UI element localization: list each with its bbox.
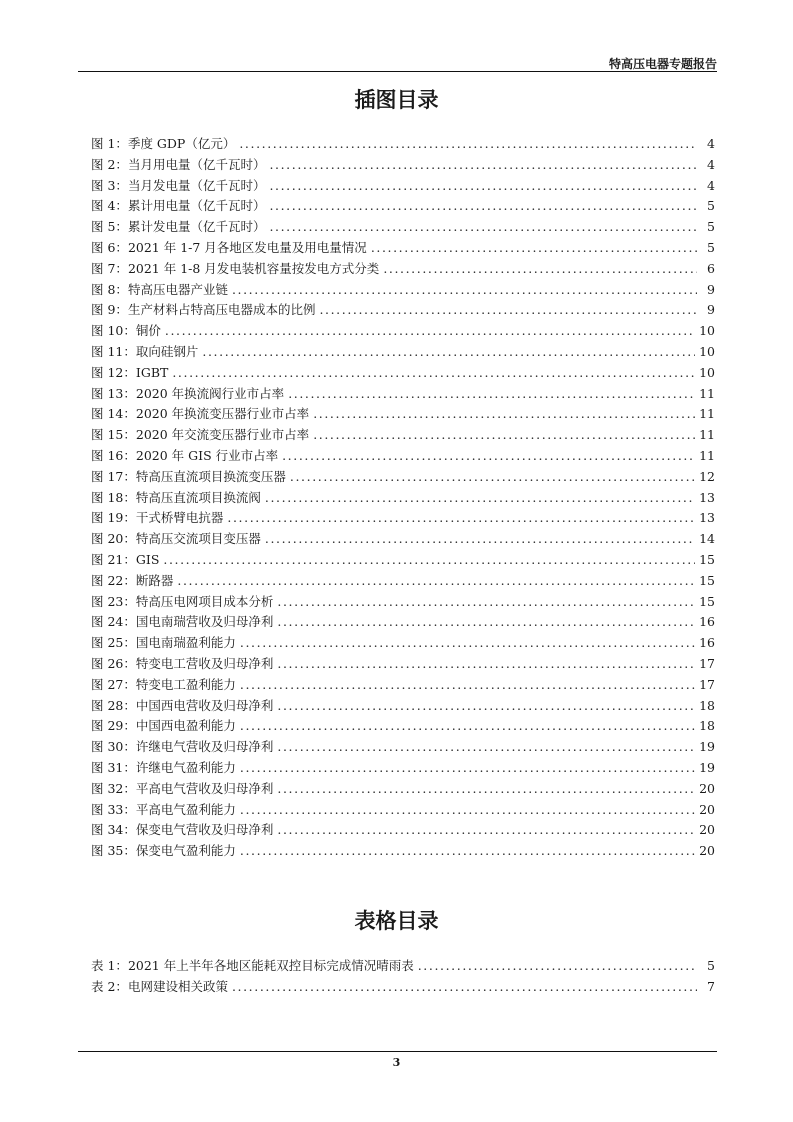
figure-entry-number: 图 2： xyxy=(91,156,128,172)
figure-entry-page: 10 xyxy=(699,343,715,359)
figure-entry-number: 图 19： xyxy=(91,510,136,526)
figure-entry-page: 9 xyxy=(707,302,715,318)
figure-entry[interactable] xyxy=(91,134,715,155)
figure-entry[interactable] xyxy=(91,654,715,675)
figure-entry-page: 13 xyxy=(699,489,715,505)
figure-entry-label: 2020 年 GIS 行业市占率 xyxy=(135,447,279,463)
figure-entry[interactable] xyxy=(91,342,715,363)
figure-entry-label: 2021 年 1-8 月发电装机容量按发电方式分类 xyxy=(127,260,380,276)
figure-entry-label: 生产材料占特高压电器成本的比例 xyxy=(127,302,316,318)
figure-entry-number: 图 23： xyxy=(91,593,136,609)
figure-entry[interactable] xyxy=(91,155,715,176)
figure-entry[interactable] xyxy=(91,800,715,821)
dot-leader xyxy=(232,280,697,301)
figure-entry-number: 图 24： xyxy=(91,614,136,630)
figure-entry[interactable] xyxy=(91,467,715,488)
figure-entry-page: 13 xyxy=(699,510,715,526)
figure-entry-number: 图 32： xyxy=(91,780,136,796)
figure-entry-label: 干式桥臂电抗器 xyxy=(135,510,224,526)
dot-leader xyxy=(319,300,697,321)
dot-leader xyxy=(290,467,695,488)
figure-entry-label: 2020 年交流变压器行业市占率 xyxy=(135,427,310,443)
figure-entry-label: 2020 年换流变压器行业市占率 xyxy=(135,406,310,422)
figure-entry-number: 图 14： xyxy=(91,406,136,422)
figure-entry[interactable] xyxy=(91,176,715,197)
table-list-title: 表格目录 xyxy=(354,909,439,933)
figure-entry[interactable] xyxy=(91,841,715,862)
dot-leader xyxy=(240,758,695,779)
figure-entry-page: 5 xyxy=(707,198,715,214)
table-list xyxy=(91,956,715,998)
figure-entry[interactable] xyxy=(91,550,715,571)
figure-entry-page: 5 xyxy=(707,239,715,255)
figure-entry-label: 保变电气盈利能力 xyxy=(135,843,236,859)
figure-entry-number: 图 34： xyxy=(91,822,136,838)
dot-leader xyxy=(277,737,695,758)
figure-entry-number: 图 27： xyxy=(91,676,136,692)
page-number: 3 xyxy=(392,1056,401,1069)
figure-entry-page: 19 xyxy=(699,759,715,775)
figure-entry-page: 15 xyxy=(699,572,715,588)
figure-entry-number: 图 8： xyxy=(91,281,128,297)
figure-entry-page: 11 xyxy=(699,447,715,463)
figure-entry-number: 图 28： xyxy=(91,697,136,713)
header-divider xyxy=(78,71,717,72)
figure-entry-number: 图 6： xyxy=(91,239,128,255)
dot-leader xyxy=(265,529,695,550)
dot-leader xyxy=(240,633,695,654)
figure-entry-number: 图 22： xyxy=(91,572,136,588)
figure-entry-number: 图 5： xyxy=(91,219,128,235)
figure-entry-number: 图 1： xyxy=(91,136,128,151)
dot-leader xyxy=(269,196,697,217)
figure-entry-label: IGBT xyxy=(135,364,169,380)
figure-entry-number: 图 3： xyxy=(91,177,128,193)
figure-entry-number: 图 7： xyxy=(91,260,128,276)
figure-entry-number: 图 16： xyxy=(91,447,136,463)
figure-entry[interactable] xyxy=(91,259,715,280)
figure-entry-label: 特高压电器产业链 xyxy=(127,281,228,297)
figure-entry-number: 图 4： xyxy=(91,198,128,214)
figure-entry-label: 平高电气营收及归母净利 xyxy=(135,780,274,796)
report-header-title: 特高压电器专题报告 xyxy=(608,57,717,71)
figure-entry-page: 16 xyxy=(699,614,715,630)
figure-entry[interactable] xyxy=(91,592,715,613)
figure-entry-page: 10 xyxy=(699,364,715,380)
figure-entry[interactable] xyxy=(91,675,715,696)
dot-leader xyxy=(163,550,695,571)
dot-leader xyxy=(240,716,695,737)
figure-entry-number: 图 35： xyxy=(91,843,136,859)
figure-entry-label: 当月用电量（亿千瓦时） xyxy=(127,156,266,172)
dot-leader xyxy=(371,238,697,259)
figure-entry[interactable] xyxy=(91,716,715,737)
figure-entry[interactable] xyxy=(91,404,715,425)
figure-entry-label: 特高压直流项目换流阀 xyxy=(135,489,261,505)
dot-leader xyxy=(383,259,697,280)
table-entry[interactable] xyxy=(91,956,715,977)
figure-entry-number: 图 15： xyxy=(91,427,136,443)
figure-entry[interactable] xyxy=(91,758,715,779)
figure-entry-page: 5 xyxy=(707,219,715,235)
figure-entry-number: 图 25： xyxy=(91,635,136,651)
dot-leader xyxy=(172,363,695,384)
dot-leader xyxy=(277,820,695,841)
figure-entry[interactable] xyxy=(91,217,715,238)
figure-entry-page: 18 xyxy=(699,718,715,734)
figure-entry-label: 铜价 xyxy=(135,323,161,339)
dot-leader xyxy=(277,654,695,675)
dot-leader xyxy=(240,800,695,821)
figure-entry-page: 15 xyxy=(699,593,715,609)
footer-divider xyxy=(78,1051,717,1052)
dot-leader xyxy=(277,612,695,633)
figure-entry-label: 许继电气营收及归母净利 xyxy=(135,739,274,755)
figure-entry[interactable] xyxy=(91,300,715,321)
figure-entry-page: 11 xyxy=(699,385,715,401)
figure-entry-page: 19 xyxy=(699,739,715,755)
figure-entry-label: 特高压直流项目换流变压器 xyxy=(135,468,286,484)
figure-entry[interactable] xyxy=(91,321,715,342)
table-entry-number: 表 1： xyxy=(91,958,128,973)
dot-leader xyxy=(239,134,697,155)
figure-entry-number: 图 26： xyxy=(91,655,136,671)
table-entry-label: 电网建设相关政策 xyxy=(127,978,228,994)
dot-leader xyxy=(232,977,697,998)
figure-entry-page: 4 xyxy=(707,156,715,172)
figure-entry-label: 断路器 xyxy=(135,572,174,588)
figure-entry[interactable] xyxy=(91,425,715,446)
figure-entry-label: 许继电气盈利能力 xyxy=(135,759,236,775)
figure-entry-label: 特变电工营收及归母净利 xyxy=(135,655,274,671)
figure-entry-number: 图 12： xyxy=(91,364,136,380)
dot-leader xyxy=(288,384,695,405)
figure-entry-number: 图 18： xyxy=(91,489,136,505)
figure-entry-number: 图 31： xyxy=(91,759,136,775)
dot-leader xyxy=(227,508,695,529)
figure-entry-page: 4 xyxy=(707,177,715,193)
figure-entry-page: 12 xyxy=(699,468,715,484)
table-entry-label: 2021 年上半年各地区能耗双控目标完成情况晴雨表 xyxy=(127,958,414,973)
figure-entry[interactable] xyxy=(91,446,715,467)
figure-entry[interactable] xyxy=(91,280,715,301)
figure-entry-label: 保变电气营收及归母净利 xyxy=(135,822,274,838)
table-entry[interactable] xyxy=(91,977,715,998)
figure-entry-page: 16 xyxy=(699,635,715,651)
figure-entry[interactable] xyxy=(91,384,715,405)
figure-entry-label: 中国西电盈利能力 xyxy=(135,718,236,734)
figure-list xyxy=(91,134,715,862)
figure-entry-number: 图 9： xyxy=(91,302,128,318)
figure-entry-label: 2020 年换流阀行业市占率 xyxy=(135,385,285,401)
figure-entry-page: 20 xyxy=(699,822,715,838)
figure-entry-page: 17 xyxy=(699,676,715,692)
dot-leader xyxy=(202,342,695,363)
figure-entry[interactable] xyxy=(91,196,715,217)
figure-entry-page: 15 xyxy=(699,551,715,567)
figure-entry-page: 9 xyxy=(707,281,715,297)
figure-entry[interactable] xyxy=(91,820,715,841)
figure-entry-number: 图 33： xyxy=(91,801,136,817)
figure-entry-label: 国电南瑞盈利能力 xyxy=(135,635,236,651)
figure-entry-label: 累计发电量（亿千瓦时） xyxy=(127,219,266,235)
figure-entry-label: 中国西电营收及归母净利 xyxy=(135,697,274,713)
dot-leader xyxy=(269,155,697,176)
dot-leader xyxy=(269,217,697,238)
figure-entry[interactable] xyxy=(91,529,715,550)
figure-entry-page: 6 xyxy=(707,260,715,276)
figure-entry-page: 18 xyxy=(699,697,715,713)
figure-entry[interactable] xyxy=(91,779,715,800)
figure-entry-label: 平高电气盈利能力 xyxy=(135,801,236,817)
dot-leader xyxy=(177,571,695,592)
figure-entry-label: 季度 GDP（亿元） xyxy=(127,136,236,151)
figure-entry-label: 特变电工盈利能力 xyxy=(135,676,236,692)
figure-entry-number: 图 13： xyxy=(91,385,136,401)
figure-entry-label: 2021 年 1-7 月各地区发电量及用电量情况 xyxy=(127,239,367,255)
figure-entry[interactable] xyxy=(91,488,715,509)
figure-entry-label: 累计用电量（亿千瓦时） xyxy=(127,198,266,214)
figure-entry-number: 图 17： xyxy=(91,468,136,484)
figure-entry-page: 17 xyxy=(699,655,715,671)
dot-leader xyxy=(313,425,695,446)
figure-entry-page: 11 xyxy=(699,406,715,422)
dot-leader xyxy=(282,446,695,467)
figure-entry-label: 特高压电网项目成本分析 xyxy=(135,593,274,609)
dot-leader xyxy=(165,321,695,342)
figure-entry[interactable] xyxy=(91,737,715,758)
figure-entry-number: 图 20： xyxy=(91,531,136,547)
figure-entry-page: 4 xyxy=(707,136,715,151)
figure-entry[interactable] xyxy=(91,363,715,384)
dot-leader xyxy=(313,404,695,425)
dot-leader xyxy=(277,696,695,717)
figure-entry-number: 图 10： xyxy=(91,323,136,339)
figure-entry[interactable] xyxy=(91,508,715,529)
figure-entry[interactable] xyxy=(91,696,715,717)
figure-entry-label: 当月发电量（亿千瓦时） xyxy=(127,177,266,193)
figure-entry-page: 11 xyxy=(699,427,715,443)
figure-entry-number: 图 29： xyxy=(91,718,136,734)
figure-entry[interactable] xyxy=(91,612,715,633)
figure-entry-label: GIS xyxy=(135,551,160,567)
dot-leader xyxy=(418,956,697,977)
dot-leader xyxy=(240,675,695,696)
figure-entry[interactable] xyxy=(91,633,715,654)
dot-leader xyxy=(240,841,695,862)
figure-entry-page: 20 xyxy=(699,801,715,817)
dot-leader xyxy=(277,779,695,800)
figure-list-title: 插图目录 xyxy=(354,88,439,112)
figure-entry-number: 图 11： xyxy=(91,343,136,359)
figure-entry[interactable] xyxy=(91,238,715,259)
figure-entry[interactable] xyxy=(91,571,715,592)
dot-leader xyxy=(277,592,695,613)
figure-entry-number: 图 21： xyxy=(91,551,136,567)
table-entry-page: 7 xyxy=(707,978,715,994)
figure-entry-label: 特高压交流项目变压器 xyxy=(135,531,261,547)
figure-entry-label: 国电南瑞营收及归母净利 xyxy=(135,614,274,630)
figure-entry-page: 20 xyxy=(699,843,715,859)
dot-leader xyxy=(269,176,697,197)
figure-entry-number: 图 30： xyxy=(91,739,136,755)
table-entry-number: 表 2： xyxy=(91,978,128,994)
figure-entry-label: 取向硅钢片 xyxy=(135,343,199,359)
figure-entry-page: 10 xyxy=(699,323,715,339)
dot-leader xyxy=(265,488,695,509)
figure-entry-page: 20 xyxy=(699,780,715,796)
figure-entry-page: 14 xyxy=(699,531,715,547)
table-entry-page: 5 xyxy=(707,958,715,973)
